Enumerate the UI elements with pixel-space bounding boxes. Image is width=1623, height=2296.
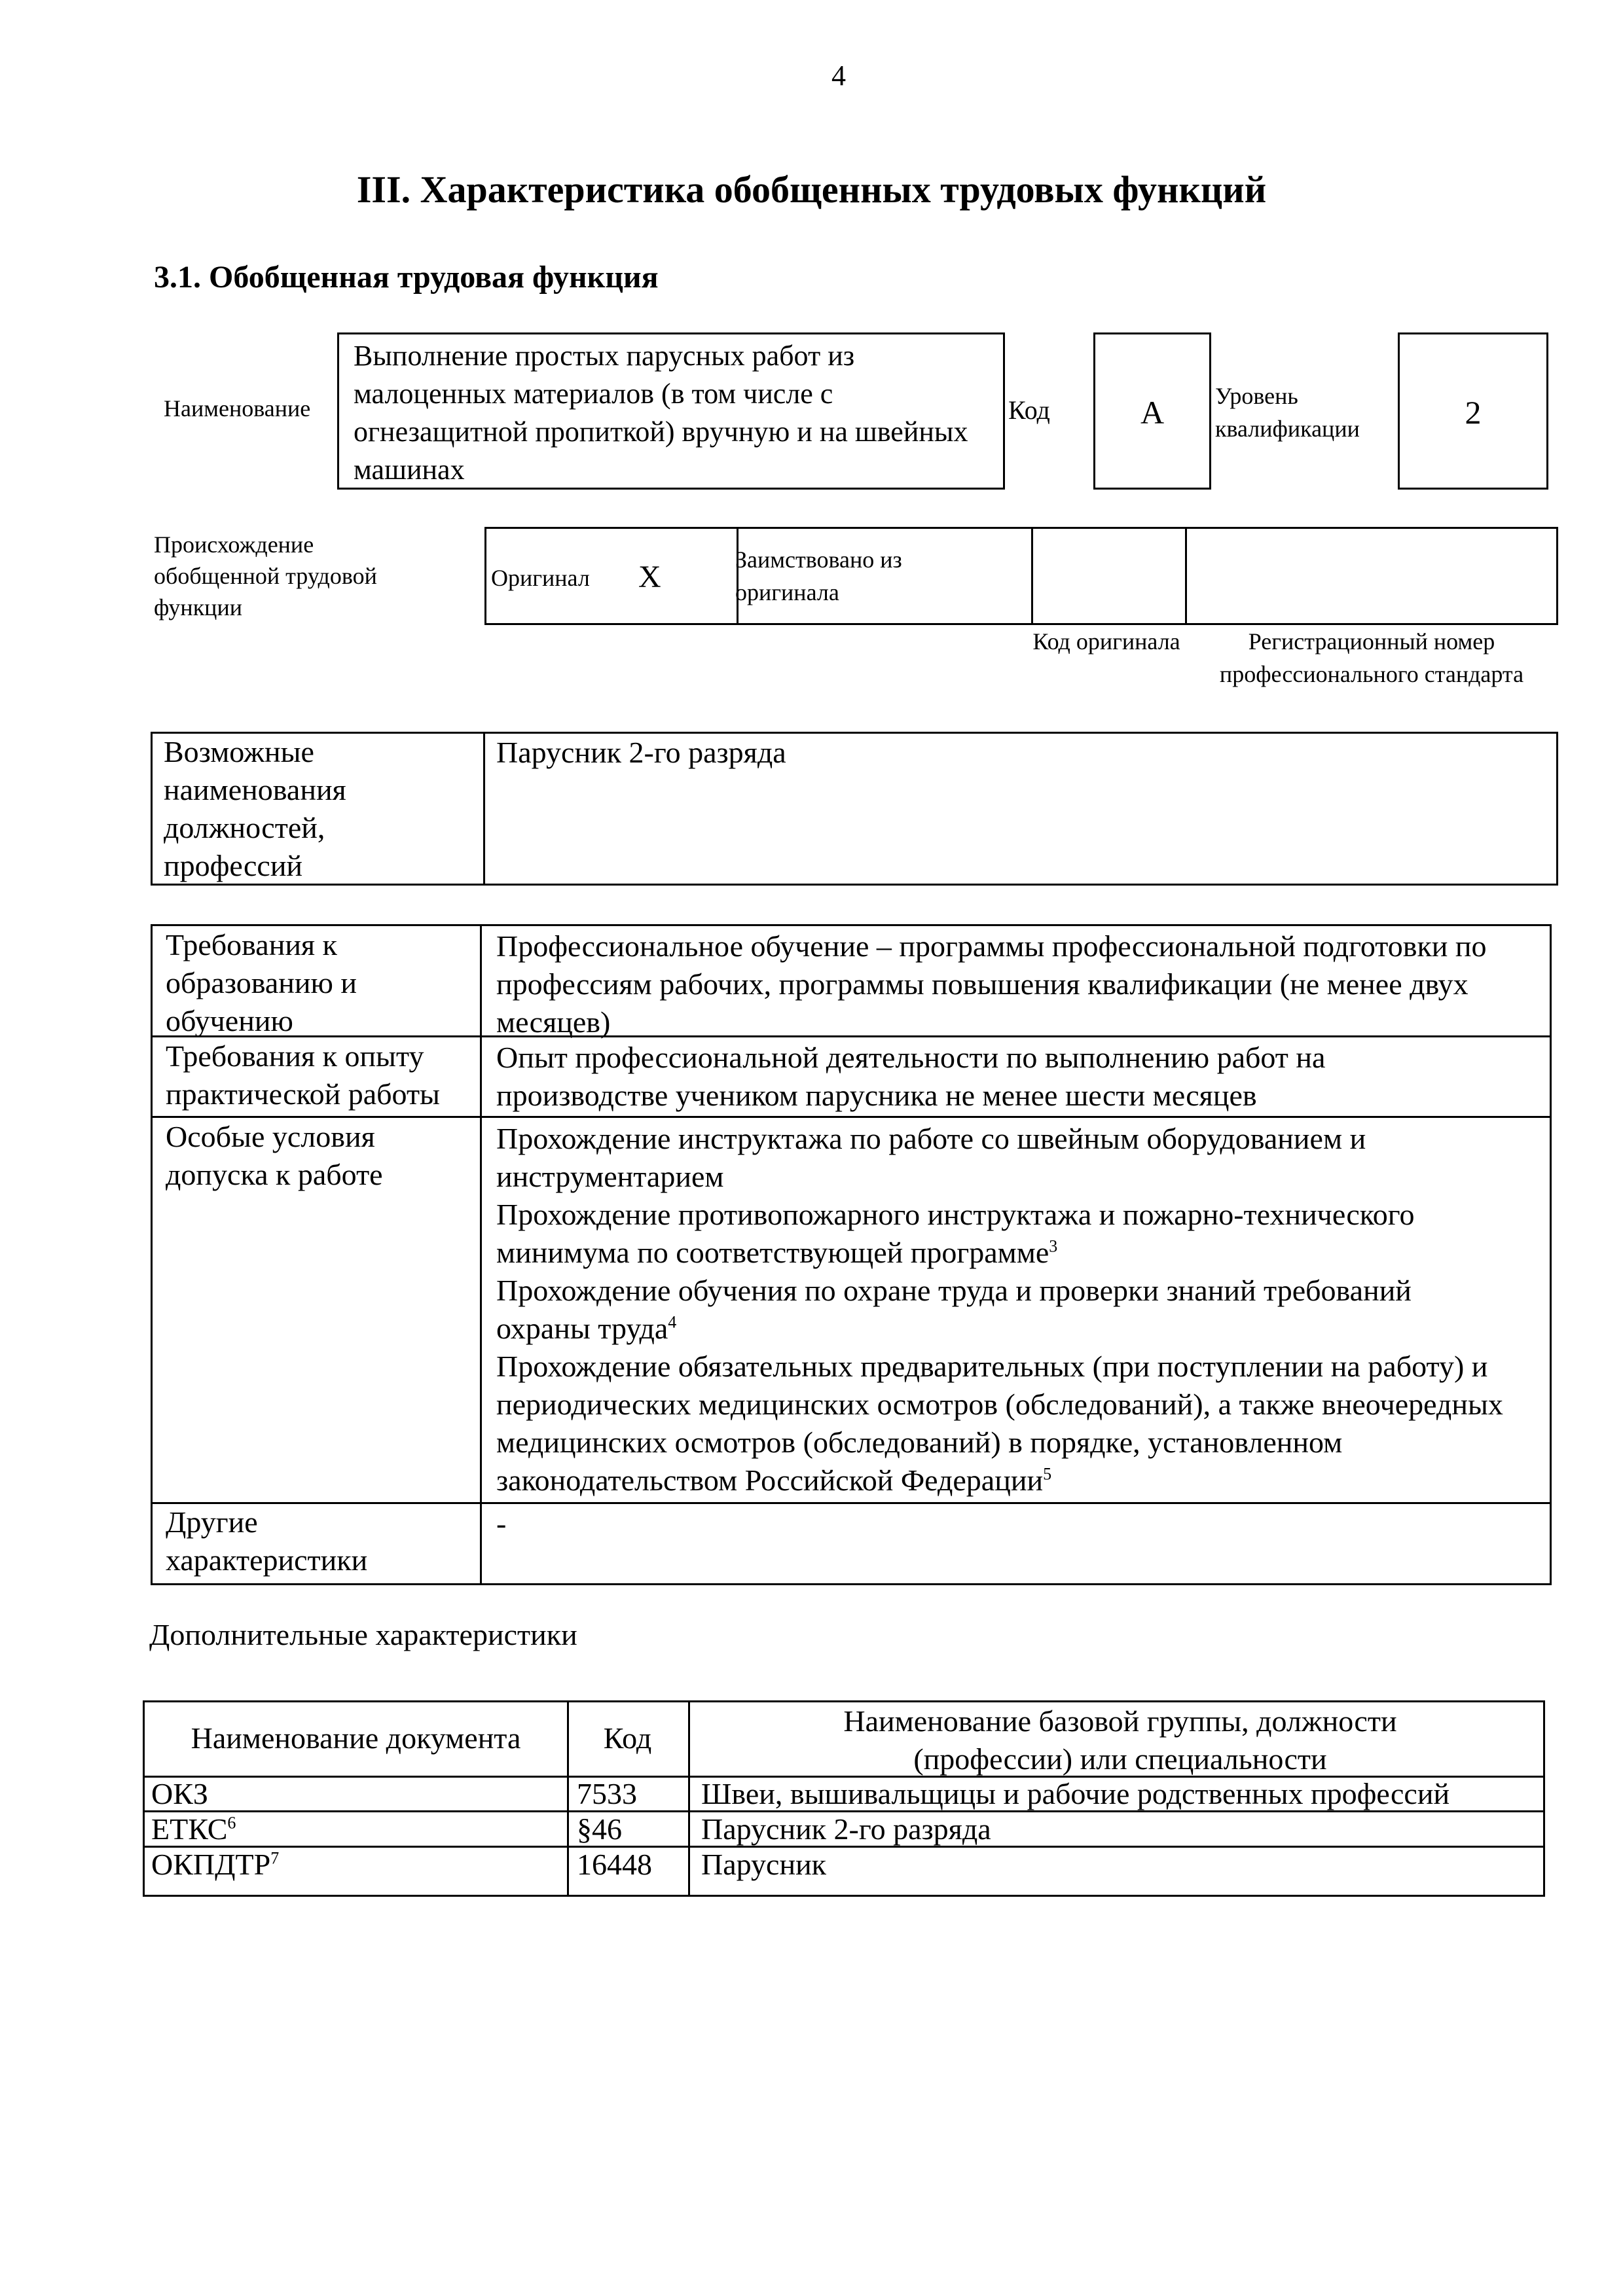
row-name: Швеи, вышивальщицы и рабочие родственных профессий xyxy=(701,1777,1450,1810)
original-code-caption: Код оригинала xyxy=(1032,628,1180,655)
origin-original-label: Оригинал xyxy=(491,565,590,591)
origin-borrowed-label-text: Заимствовано из оригинала xyxy=(735,547,902,605)
origin-divider xyxy=(1185,529,1187,623)
function-name-label: Наименование xyxy=(164,395,311,422)
other-value: - xyxy=(496,1507,507,1540)
function-code-label: Код xyxy=(1008,395,1050,425)
origin-label: Происхождение обобщенной трудовой функции xyxy=(154,531,377,620)
experience-label: Требования к опыту практической работы xyxy=(166,1039,440,1111)
jobs-label-text: Возможные наименования должностей, профессий xyxy=(164,735,346,882)
function-code-value: А xyxy=(1140,394,1165,431)
qualification-level-label-text: Уровень квалификации xyxy=(1215,383,1360,442)
condition-item xyxy=(496,1120,1459,1196)
footnote-ref: 4 xyxy=(668,1312,677,1332)
row-doc xyxy=(151,1811,236,1848)
jobs-label xyxy=(164,733,360,885)
other-label: Другие характеристики xyxy=(166,1505,368,1577)
footnote-ref: 3 xyxy=(1049,1236,1058,1256)
function-name-value: Выполнение простых парусных работ из малоценных материалов (в том числе с огнезащитной пропиткой) вручную и на швейных машинах xyxy=(354,340,968,486)
row-name: Парусник 2-го разряда xyxy=(701,1812,991,1846)
row-code: 7533 xyxy=(577,1777,637,1810)
row-doc-text: ОКЗ xyxy=(151,1777,208,1810)
qualification-level-label xyxy=(1215,380,1385,445)
row-code: 16448 xyxy=(577,1848,652,1881)
page-number: 4 xyxy=(831,60,846,92)
condition-item xyxy=(496,1272,1478,1348)
row-doc-text: ОКПДТР xyxy=(151,1848,271,1881)
jobs-divider xyxy=(483,734,485,884)
section-title: III. Характеристика обобщенных трудовых функций xyxy=(356,168,1267,211)
row-doc xyxy=(151,1846,279,1883)
condition-item xyxy=(496,1196,1478,1272)
education-label: Требования к образованию и обучению xyxy=(166,928,357,1037)
condition-item-text: Прохождение инструктажа по работе со швейным оборудованием и инструментарием xyxy=(496,1122,1366,1193)
additional-col-divider xyxy=(688,1702,690,1895)
education-value: Профессиональное обучение – программы профессиональной подготовки по профессиям рабочих, программы повышения квалификации (не менее двух месяцев) xyxy=(496,929,1487,1039)
additional-title: Дополнительные характеристики xyxy=(149,1618,577,1651)
row-doc xyxy=(151,1776,208,1812)
qualification-level-value: 2 xyxy=(1465,394,1482,431)
subsection-title: 3.1. Обобщенная трудовая функция xyxy=(154,260,659,295)
jobs-value: Парусник 2-го разряда xyxy=(496,736,786,769)
additional-table xyxy=(143,1700,1545,1897)
additional-header: Наименование базовой группы, должности (профессии) или специальности xyxy=(843,1704,1397,1776)
footnote-ref: 7 xyxy=(270,1848,280,1868)
jobs-table xyxy=(151,732,1558,886)
requirements-divider xyxy=(480,926,482,1583)
reg-number-caption: Регистрационный номер профессионального стандарта xyxy=(1219,628,1524,687)
condition-item-text: Прохождение противопожарного инструктажа и пожарно-технического минимума по соответствующей программе xyxy=(496,1198,1415,1269)
experience-value: Опыт профессиональной деятельности по выполнению работ на производстве учеником парусника не менее шести месяцев xyxy=(496,1041,1326,1112)
row-doc-text: ЕТКС xyxy=(151,1812,228,1846)
origin-original-mark: Х xyxy=(638,560,661,594)
origin-borrowed-label xyxy=(735,543,945,609)
additional-header: Код xyxy=(603,1721,652,1755)
row-code: §46 xyxy=(577,1812,622,1846)
footnote-ref: 6 xyxy=(227,1813,236,1833)
row-name: Парусник xyxy=(701,1848,827,1881)
condition-item xyxy=(496,1348,1541,1499)
conditions-label: Особые условия допуска к работе xyxy=(166,1120,383,1191)
additional-header: Наименование документа xyxy=(191,1721,521,1755)
requirements-table xyxy=(151,924,1552,1585)
origin-divider xyxy=(1031,529,1033,623)
footnote-ref: 5 xyxy=(1043,1464,1052,1484)
condition-item-text: Прохождение обязательных предварительных (при поступлении на работу) и периодических медицинских осмотров (обследований), а также внеочередных медицинских осмотров (обследований) в порядке, установленном законодательством Российской Федерации xyxy=(496,1350,1503,1497)
condition-item-text: Прохождение обучения по охране труда и проверки знаний требований охраны труда xyxy=(496,1274,1412,1345)
